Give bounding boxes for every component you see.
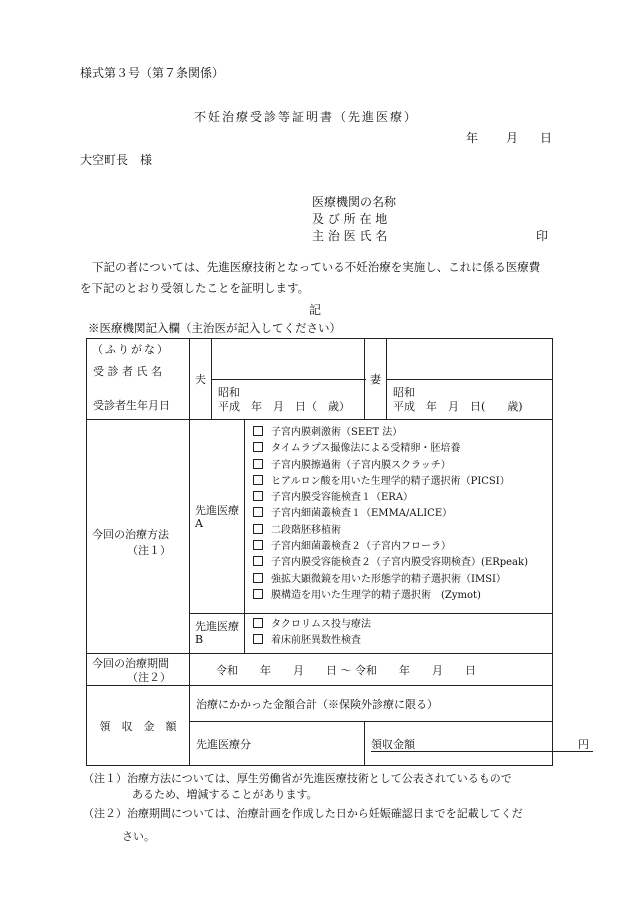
addressee: 大空町長 様 <box>80 153 153 167</box>
note2-line1: （注２）治療期間については、治療計画を作成した日から妊娠確認日までを記載してくだ <box>83 807 523 820</box>
group-a-item[interactable]: 膜構造を用いた生理学的精子選択術 (Zymot) <box>253 588 552 604</box>
checkbox[interactable] <box>253 426 263 436</box>
group-a-item[interactable]: 子宮内細菌叢検査２（子宮内フローラ） <box>253 539 552 555</box>
group-a-item[interactable]: ヒアルロン酸を用いた生理学的精子選択術（PICSI） <box>253 474 552 490</box>
group-a-label-cell <box>190 420 245 614</box>
amount-label: 領 収 金 額 <box>99 719 177 733</box>
period-label-cell <box>87 654 190 686</box>
husband-label-cell <box>190 339 212 420</box>
group-a-item[interactable]: 子宮内膜擦過術（子宮内膜スクラッチ） <box>253 458 552 474</box>
wife-era-showa: 昭和 <box>393 386 415 399</box>
group-a-item[interactable]: 強拡大顕微鏡を用いた形態学的精子選択術（IMSI） <box>253 572 552 588</box>
group-b-list <box>245 614 553 654</box>
method-row-a <box>87 420 553 614</box>
checkbox[interactable] <box>253 589 263 599</box>
method-note: （注１） <box>127 544 171 557</box>
date-month: 月 <box>506 131 519 145</box>
group-b-label-cell <box>190 614 245 654</box>
wife-birth-value: 平成 年 月 日( 歳) <box>393 400 523 413</box>
yen-mark: 円 <box>578 738 589 751</box>
received-amount-cell[interactable] <box>365 722 589 766</box>
group-a-item[interactable]: 子宮内膜刺激術（SEET 法） <box>253 425 552 441</box>
institution-name-label: 医療機関の名称 <box>312 195 397 209</box>
group-a-item[interactable]: 子宮内細菌叢検査１（EMMA/ALICE） <box>253 506 552 522</box>
checkbox[interactable] <box>253 442 263 452</box>
name-row <box>87 339 553 420</box>
checkbox[interactable] <box>253 459 263 469</box>
checkbox[interactable] <box>253 634 263 644</box>
certificate-table <box>86 338 589 766</box>
checkbox[interactable] <box>253 507 263 517</box>
seal-mark: 印 <box>536 229 549 243</box>
wife-divider <box>387 379 553 380</box>
group-a-item[interactable]: タイムラプス撮像法による受精卵・胚培養 <box>253 441 552 457</box>
amount-total-label: 治療にかかった金額合計（※保険外診療に限る） <box>190 686 553 722</box>
checkbox[interactable] <box>253 475 263 485</box>
checkbox[interactable] <box>253 540 263 550</box>
checkbox[interactable] <box>253 491 263 501</box>
date-year: 年 <box>466 131 479 145</box>
group-a-item[interactable]: 二段階胚移植術 <box>253 523 552 539</box>
period-note: （注２） <box>127 671 171 684</box>
group-a-label: 先進医療 <box>195 504 239 517</box>
wife-label: 妻 <box>370 373 381 386</box>
period-row <box>87 654 553 686</box>
institution-address-label: 及 び 所 在 地 <box>312 212 388 226</box>
doctor-name-label: 主 治 医 氏 名 <box>312 229 388 243</box>
wife-label-cell <box>365 339 387 420</box>
document-title: 不妊治療受診等証明書（先進医療） <box>194 110 419 124</box>
advanced-label: 先進医療分 <box>190 722 365 766</box>
group-b-label: 先進医療 <box>195 620 239 633</box>
husband-birth-value: 平成 年 月 日（ 歳） <box>218 400 350 413</box>
received-label: 領収金額 <box>371 738 415 751</box>
method-label-cell <box>87 420 190 654</box>
period-value[interactable]: 令和 年 月 日 〜 令和 年 月 日 <box>190 654 553 686</box>
group-a-item[interactable]: 子宮内膜受容能検査１（ERA） <box>253 490 552 506</box>
husband-divider <box>212 379 366 380</box>
checkbox[interactable] <box>253 524 263 534</box>
amount-total-row <box>87 686 553 722</box>
husband-label: 夫 <box>195 373 206 386</box>
group-b-item[interactable]: タクロリムス投与療法 <box>253 617 552 633</box>
group-a-item[interactable]: 子宮内膜受容能検査２（子宮内膜受容期検査）(ERpeak) <box>253 555 552 571</box>
form-number: 様式第３号（第７条関係） <box>80 66 225 80</box>
amount-label-cell <box>87 686 190 766</box>
note1-line2: あるため、増減することがあります。 <box>132 788 318 801</box>
group-b-item[interactable]: 着床前胚異数性検査 <box>253 633 552 649</box>
husband-era-showa: 昭和 <box>218 386 240 399</box>
group-a-list <box>245 420 553 614</box>
wife-info-cell[interactable] <box>387 339 553 420</box>
name-label-cell <box>87 339 190 420</box>
note2-line2: さい。 <box>122 830 155 843</box>
body-text-line1: 下記の者については、先進医療技術となっている不妊治療を実施し、これに係る医療費 <box>92 260 541 274</box>
method-label: 今回の治療方法 <box>92 528 169 541</box>
note1-line1: （注１）治療方法については、厚生労働省が先進医療技術として公表されているもので <box>83 772 512 785</box>
ki-mark: 記 <box>309 303 322 317</box>
checkbox[interactable] <box>253 618 263 628</box>
section-heading: ※医療機関記入欄（主治医が記入してください） <box>88 321 341 335</box>
name-label: 受 診 者 氏 名 <box>93 365 162 378</box>
body-text-line2: を下記のとおり受領したことを証明します。 <box>80 281 310 295</box>
received-underline <box>371 736 593 752</box>
group-b-suffix: B <box>195 633 204 646</box>
birth-label: 受診者生年月日 <box>93 399 170 412</box>
period-label: 今回の治療期間 <box>92 657 169 670</box>
husband-info-cell[interactable] <box>212 339 365 420</box>
group-a-suffix: A <box>195 517 203 530</box>
checkbox[interactable] <box>253 573 263 583</box>
checkbox[interactable] <box>253 556 263 566</box>
furigana-label: （ふりがな） <box>92 343 170 356</box>
date-day: 日 <box>540 131 553 145</box>
